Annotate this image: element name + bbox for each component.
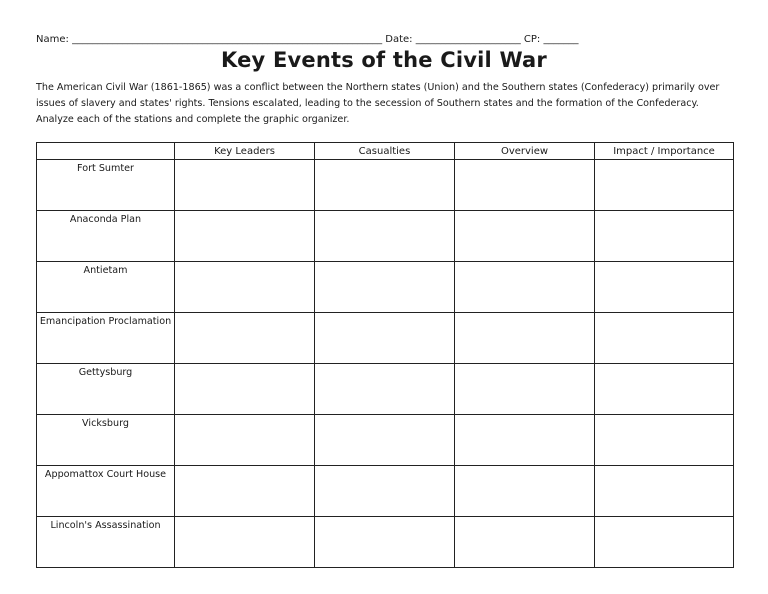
table-row [37, 211, 734, 262]
column-header-event [37, 143, 175, 160]
table-row [37, 364, 734, 415]
overview-cell[interactable] [455, 364, 595, 415]
casualties-cell[interactable] [315, 160, 455, 211]
event-name: Fort Sumter [37, 160, 175, 211]
casualties-cell[interactable] [315, 262, 455, 313]
event-name: Emancipation Proclamation [37, 313, 175, 364]
date-label: Date: [385, 34, 413, 45]
casualties-cell[interactable] [315, 313, 455, 364]
overview-cell[interactable] [455, 466, 595, 517]
cp-label: CP: [523, 34, 541, 45]
key-leaders-cell[interactable] [175, 466, 315, 517]
impact-cell[interactable] [595, 517, 734, 568]
event-name: Lincoln's Assassination [37, 517, 175, 568]
event-name: Vicksburg [37, 415, 175, 466]
event-name: Gettysburg [37, 364, 175, 415]
intro-paragraph: The American Civil War (1861-1865) was a conflict between the Northern states (Union) and the Southern states (Confederacy) primarily over issues of slavery and states' rights. Tensions escalated, leading to the secession of Southern states and the formation of the Confederacy. Analyze each of the stations and complete the graphic organizer. [36, 82, 720, 125]
column-header-overview: Overview [455, 143, 595, 160]
table-row [37, 517, 734, 568]
key-leaders-cell[interactable] [175, 262, 315, 313]
casualties-cell[interactable] [315, 415, 455, 466]
graphic-organizer-table [36, 142, 734, 568]
casualties-cell[interactable] [315, 364, 455, 415]
table-header-row [37, 143, 734, 160]
table-row [37, 466, 734, 517]
overview-cell[interactable] [455, 313, 595, 364]
casualties-cell[interactable] [315, 211, 455, 262]
overview-cell[interactable] [455, 211, 595, 262]
table-row [37, 415, 734, 466]
impact-cell[interactable] [595, 160, 734, 211]
key-leaders-cell[interactable] [175, 517, 315, 568]
impact-cell[interactable] [595, 211, 734, 262]
event-name: Appomattox Court House [37, 466, 175, 517]
overview-cell[interactable] [455, 160, 595, 211]
impact-cell[interactable] [595, 262, 734, 313]
casualties-cell[interactable] [315, 517, 455, 568]
key-leaders-cell[interactable] [175, 364, 315, 415]
page-title: Key Events of the Civil War [221, 48, 547, 72]
table-row [37, 160, 734, 211]
impact-cell[interactable] [595, 415, 734, 466]
impact-cell[interactable] [595, 364, 734, 415]
overview-cell[interactable] [455, 415, 595, 466]
table-row [37, 262, 734, 313]
event-name: Antietam [37, 262, 175, 313]
key-leaders-cell[interactable] [175, 211, 315, 262]
date-field[interactable]: _____________________ [415, 34, 521, 45]
name-label: Name: [36, 34, 69, 45]
student-info-line [36, 34, 732, 45]
overview-cell[interactable] [455, 262, 595, 313]
column-header-impact: Impact / Importance [595, 143, 734, 160]
event-name: Anaconda Plan [37, 211, 175, 262]
cp-field[interactable]: _______ [543, 34, 579, 45]
table-row [37, 313, 734, 364]
column-header-key-leaders: Key Leaders [175, 143, 315, 160]
casualties-cell[interactable] [315, 466, 455, 517]
overview-cell[interactable] [455, 517, 595, 568]
name-field[interactable]: ______________________________________________________________ [72, 34, 383, 45]
column-header-casualties: Casualties [315, 143, 455, 160]
impact-cell[interactable] [595, 466, 734, 517]
impact-cell[interactable] [595, 313, 734, 364]
key-leaders-cell[interactable] [175, 160, 315, 211]
key-leaders-cell[interactable] [175, 415, 315, 466]
key-leaders-cell[interactable] [175, 313, 315, 364]
